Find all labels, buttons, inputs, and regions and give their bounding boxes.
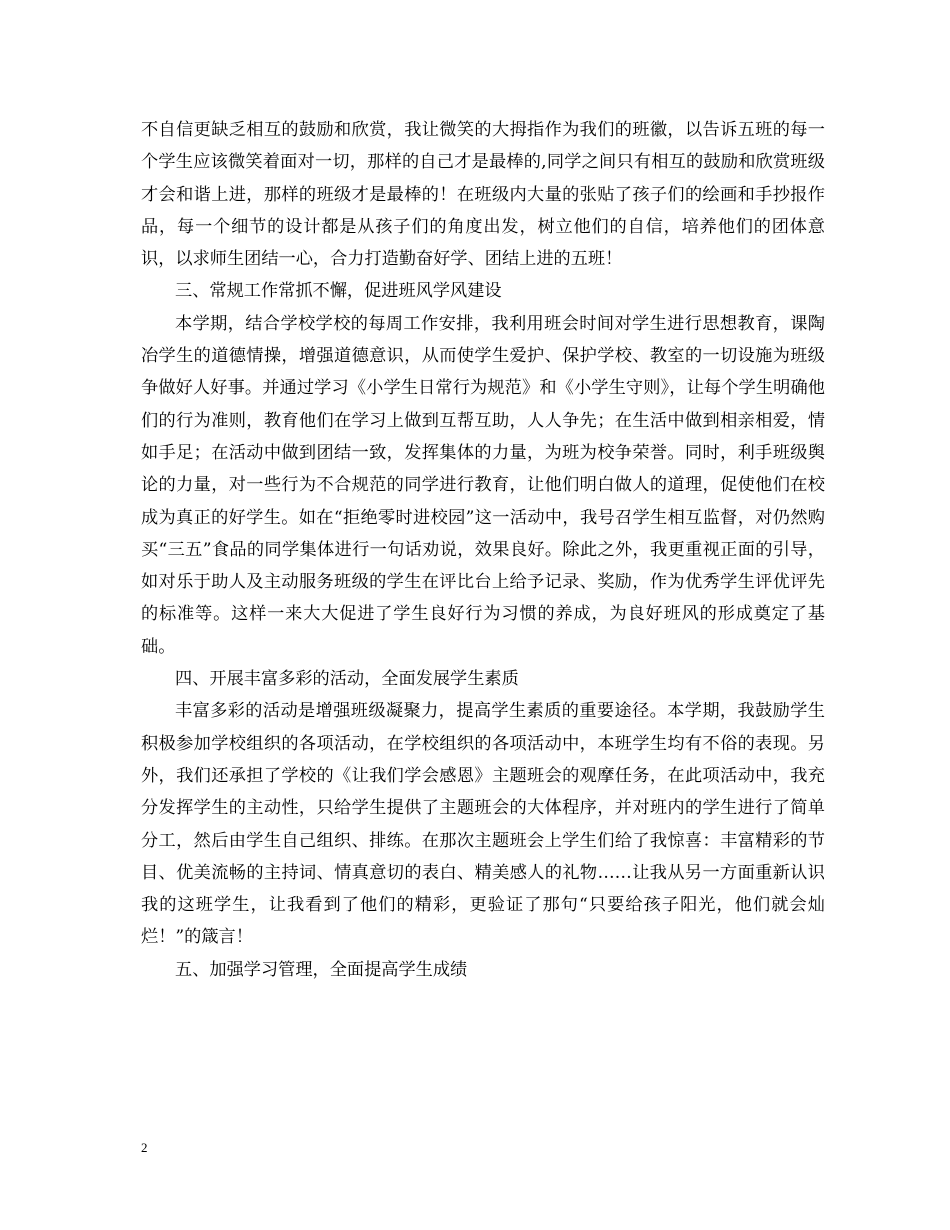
body-text (141, 114, 825, 986)
section-heading-3: 三、常规工作常抓不懈，促进班风学风建设 (175, 281, 502, 302)
section-heading-5: 五、加强学习管理，全面提高学生成绩 (175, 959, 468, 980)
paragraph-routine-work: 本学期，结合学校学校的每周工作安排，我利用班会时间对学生进行思想教育，课陶冶学生的道德情操，增强道德意识，从而使学生爱护、保护学校、教室的一切设施为班级争做好人好事。并通过学习《小学生日常行为规范》和《小学生守则》，让每个学生明确他们的行为准则，教育他们在学习上做到互帮互助，人人争先；在生活中做到相亲相爱，情如手足；在活动中做到团结一致，发挥集体的力量，为班为校争荣誉。同时，利手班级舆论的力量，对一些行为不合规范的同学进行教育，让他们明白做人的道理，促使他们在校成为真正的好学生。如在“拒绝零时进校园”这一活动中，我号召学生相互监督，对仍然购买“三五”食品的同学集体进行一句话劝说，效果良好。除此之外，我更重视正面的引导，如对乐于助人及主动服务班级的学生在评比台上给予记录、奖励，作为优秀学生评优评先的标准等。这样一来大大促进了学生良好行为习惯的养成，为良好班风的形成奠定了基础。 (141, 313, 825, 657)
page-number: 2 (141, 1140, 148, 1155)
paragraph-continuation: 不自信更缺乏相互的鼓励和欣赏，我让微笑的大拇指作为我们的班徽，以告诉五班的每一个学生应该微笑着面对一切，那样的自己才是最棒的,同学之间只有相互的鼓励和欣赏班级才会和谐上进，那样的班级才是最棒的！在班级内大量的张贴了孩子们的绘画和手抄报作品，每一个细节的设计都是从孩子们的角度出发，树立他们的自信，培养他们的团体意识，以求师生团结一心，合力打造勤奋好学、团结上进的五班！ (141, 120, 825, 270)
paragraph-activities: 丰富多彩的活动是增强班级凝聚力，提高学生素质的重要途径。本学期，我鼓励学生积极参加学校组织的各项活动，在学校组织的各项活动中，本班学生均有不俗的表现。另外，我们还承担了学校的《让我们学会感恩》主题班会的观摩任务，在此项活动中，我充分发挥学生的主动性，只给学生提供了主题班会的大体程序，并对班内的学生进行了简单分工，然后由学生自己组织、排练。在那次主题班会上学生们给了我惊喜：丰富精彩的节目、优美流畅的主持词、情真意切的表白、精美感人的礼物……让我从另一方面重新认识我的这班学生，让我看到了他们的精彩，更验证了那句“只要给孩子阳光，他们就会灿烂！”的箴言！ (141, 701, 825, 948)
section-heading-4: 四、开展丰富多彩的活动，全面发展学生素质 (175, 669, 519, 690)
